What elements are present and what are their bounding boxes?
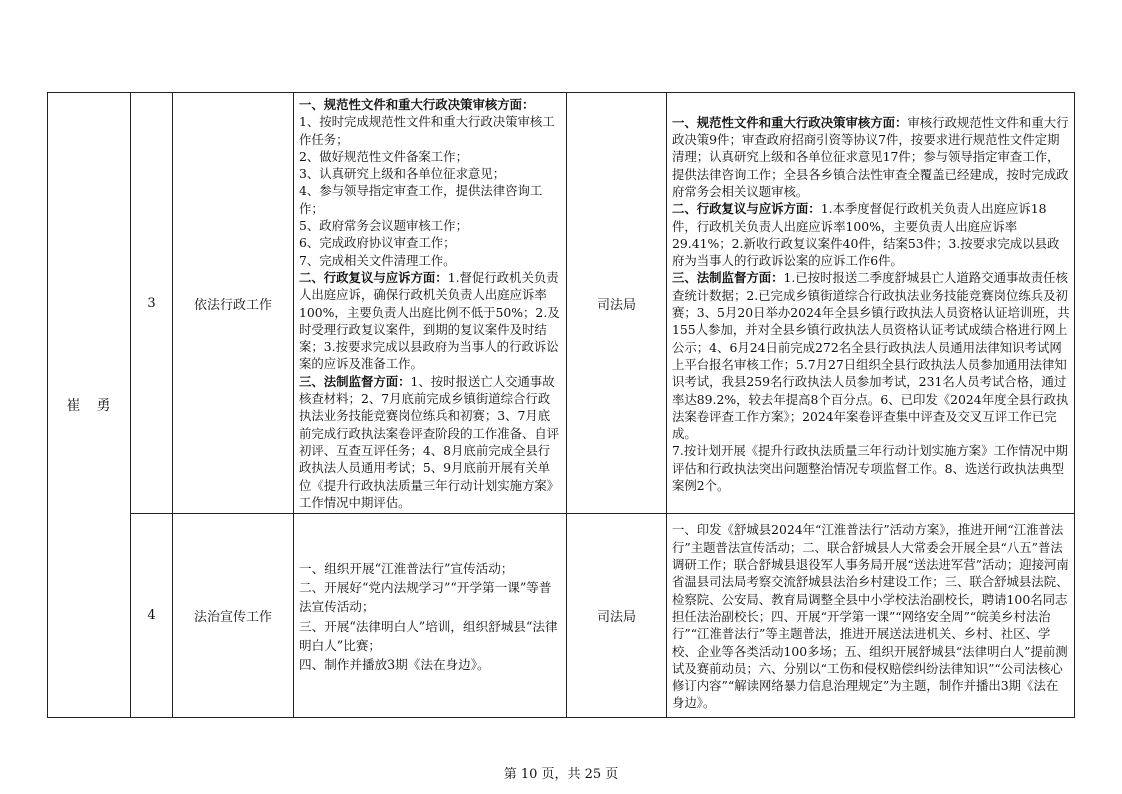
plan-line: 5、政府常务会议题审核工作；: [299, 218, 468, 234]
plan-line: 7、完成相关文件清理工作。: [299, 252, 456, 268]
progress-section-title: 一、规范性文件和重大行政决策审核方面：: [672, 114, 908, 130]
plan-section-title: 一、规范性文件和重大行政决策审核方面：: [299, 97, 535, 112]
plan-section-title: 三、法制监督方面：: [299, 373, 411, 389]
progress-cell: [667, 514, 1075, 718]
plan-cell: [294, 514, 567, 718]
row-number: 3: [131, 93, 173, 514]
plan-line: 3、认真研究上级和各单位征求意见；: [299, 166, 506, 182]
plan-line: 一、组织开展“江淮普法行”宣传活动；: [299, 560, 514, 576]
progress-section-text: 审核行政规范性文件和重大行政决策9件；审查政府招商引资等协议7件，按要求进行规范性文件定期清理；认真研究上级和各单位征求意见17件；参与领导指定审查工作，提供法律咨询工作；全县各乡镇合法性审查全覆盖已经建成，按时完成政府常务会相关议题审核。: [672, 114, 1069, 199]
table-row: [48, 514, 1075, 718]
plan-section-title: 二、行政复议与应诉方面：: [299, 269, 448, 285]
progress-section-title: 三、法制监督方面：: [672, 270, 784, 286]
plan-line: 4、参与领导指定审查工作，提供法律咨询工作；: [299, 183, 543, 216]
work-item: 法治宣传工作: [173, 514, 294, 718]
department: 司法局: [567, 93, 667, 514]
progress-section-text: 一、印发《舒城县2024年“江淮普法行”活动方案》，推进开闸“江淮普法行”主题普法宣传活动；二、联合舒城县人大常委会开展全县“八五”普法调研工作；联合舒城县退役军人事务局开展“送法进军营”活动；迎接河南省温县司法局考察交流舒城县法治乡村建设工作；三、联合舒城县法院、检察院、公安局、教育局调整全县中小学校法治副校长，聘请100名同志担任法治副校长；四、开展“开学第一课”“网络安全周”“皖美乡村法治行”“江淮普法行”等主题普法，推进开展送法进机关、乡村、社区、学校、企业等各类活动100多场；五、组织开展舒城县“法律明白人”提前测试及赛前动员；六、分别以“工伤和侵权赔偿纠纷法律知识”“公司法核心修订内容”“解读网络暴力信息治理规定”为主题，制作并播出3期《法在身边》。: [672, 522, 1069, 711]
plan-section-text: 1.督促行政机关负责人出庭应诉，确保行政机关负责人出庭应诉率100%，主要负责人出庭比例不低于50%；2.及时受理行政复议案件，到期的复议案件及时结案；3.按要求完成以县政府为当事人的行政诉讼案的应诉及准备工作。: [299, 269, 560, 372]
plan-line: 1、按时完成规范性文件和重大行政决策审核工作任务；: [299, 114, 555, 147]
work-table: [47, 92, 1075, 718]
work-item: 依法行政工作: [173, 93, 294, 514]
plan-line: 四、制作并播放3期《法在身边》。: [299, 657, 490, 673]
plan-line: 三、开展“法律明白人”培训，组织舒城县“法律明白人”比赛；: [299, 618, 558, 653]
plan-line: 2、做好规范性文件备案工作；: [299, 148, 468, 164]
plan-cell: [294, 93, 567, 514]
department: 司法局: [567, 514, 667, 718]
progress-section-text: 1.已按时报送二季度舒城县亡人道路交通事故责任核查统计数据；2.已完成乡镇街道综合行政执法业务技能竞赛岗位练兵及初赛；3、5月20日举办2024年全县乡镇行政执法人员资格认证培训班，共155人参加，并对全县乡镇行政执法人员资格认证考试成绩合格进行网上公示；4、6月24日前完成272名全县行政执法人员通用法律知识考试网上平台报名审核工作；5.7月27日组织全县行政执法人员参加通用法律知识考试，我县259名行政执法人员参加考试，231名人员考试合格，通过率达89.2%，较去年提高8个百分点。6、已印发《2024年度全县行政执法案卷评查工作方案》；2024年案卷评查集中评查及交叉互评工作已完成。: [672, 270, 1070, 442]
table-row: [48, 93, 1075, 514]
progress-section-text: 1.本季度督促行政机关负责人出庭应诉18件，行政机关负责人出庭应诉率100%，主要负责人出庭应诉率29.41%；2.新收行政复议案件40件，结案53件；3.按要求完成以县政府为当事人的行政诉讼案的应诉工作6件。: [672, 201, 1060, 269]
progress-cell: [667, 93, 1075, 514]
page-number: 第 10 页，共 25 页: [503, 767, 619, 782]
progress-section-text: 7.按计划开展《提升行政执法质量三年行动计划实施方案》工作情况中期评估和行政执法突出问题整治情况专项监督工作。8、选送行政执法典型案例2个。: [672, 443, 1068, 494]
plan-line: 6、完成政府协议审查工作；: [299, 235, 456, 251]
progress-section-title: 二、行政复议与应诉方面：: [672, 201, 821, 217]
leader-cell: 崔 勇: [48, 93, 131, 718]
plan-section-text: 1、按时报送亡人交通事故核查材料；2、7月底前完成乡镇街道综合行政执法业务技能竞赛岗位练兵和初赛；3、7月底前完成行政执法案卷评查阶段的工作准备、自评初评、互查互评任务；4、8月底前完成全县行政执法人员通用考试；5、9月底前开展有关单位《提升行政执法质量三年行动计划实施方案》工作情况中期评估。: [299, 373, 560, 510]
row-number: 4: [131, 514, 173, 718]
plan-line: 二、开展好“党内法规学习”“开学第一课”等普法宣传活动；: [299, 580, 552, 615]
